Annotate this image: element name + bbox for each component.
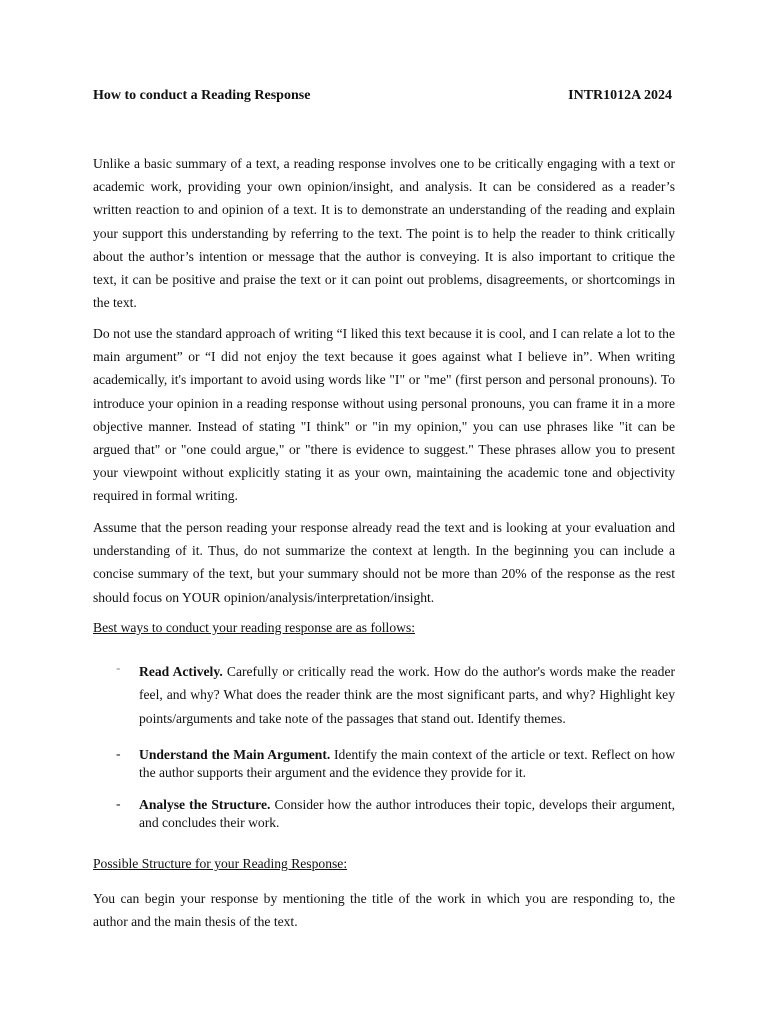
paragraph-summary: Assume that the person reading your response already read the text and is looking at your evaluation and understanding of it. Thus, do not summarize the context at length. In the beginning you can include a concise summary of the text, but your summary should not be more than 20% of the response as the rest should focus on YOUR opinion/analysis/interpretation/insight. (93, 520, 675, 605)
structure-heading: Possible Structure for your Reading Response: (93, 856, 348, 871)
bullet-body: Carefully or critically read the work. How do the author's words make the reader feel, and why? What does the reader think are the most significant parts, and why? Highlight key points/arguments and take note of the passages that stand out. Identify themes. (139, 664, 676, 726)
bullet-body: Consider how the author introduces their topic, develops their argument, and concludes their work. (139, 797, 675, 830)
bullet-text (139, 796, 675, 831)
paragraph-pronouns: Do not use the standard approach of writing “I liked this text because it is cool, and I can relate a lot to the main argument” or “I did not enjoy the text because it goes against what I believe in”. When writing academically, it's important to avoid using words like "I" or "me" (first person and personal pronouns). To introduce your opinion in a reading response without using personal pronouns, you can frame it in a more objective manner. Instead of stating "I think" or "in my opinion," you can use phrases like "it can be argued that" or "one could argue," or "there is evidence to suggest." These phrases allow you to present your viewpoint without explicitly stating it as your own, maintaining the academic tone and objectivity required in formal writing. (93, 326, 675, 504)
document-header (93, 88, 675, 108)
bullet-text (139, 660, 675, 730)
bullet-dash: - (116, 746, 121, 761)
bullet-title: Understand the Main Argument. (139, 747, 331, 762)
bullet-dash: - (116, 796, 121, 811)
bullet-title: Analyse the Structure. (139, 797, 271, 812)
paragraph-closing: You can begin your response by mentioning the title of the work in which you are responding to, the author and the main thesis of the text. (93, 891, 675, 930)
course-code: INTR1012A 2024 (568, 88, 672, 103)
paragraph-intro: Unlike a basic summary of a text, a reading response involves one to be critically engaging with a text or academic work, providing your own opinion/insight, and analysis. It can be considered as a reader’s written reaction to and opinion of a text. It is to demonstrate an understanding of the reading and explain your support this understanding by referring to the text. The point is to help the reader to think critically about the author’s intention or message that the author is conveying. It is also important to critique the text, it can be positive and praise the text or it can point out problems, disagreements, or shortcomings in the text. (93, 156, 675, 311)
bullet-dash: - (116, 660, 121, 675)
document-title: How to conduct a Reading Response (93, 88, 311, 103)
best-ways-heading: Best ways to conduct your reading response are as follows: (93, 620, 416, 635)
bullet-text (139, 746, 675, 781)
bullet-body: Identify the main context of the article or text. Reflect on how the author supports their argument and the evidence they provide for it. (139, 747, 676, 780)
bullet-title: Read Actively. (139, 664, 223, 679)
